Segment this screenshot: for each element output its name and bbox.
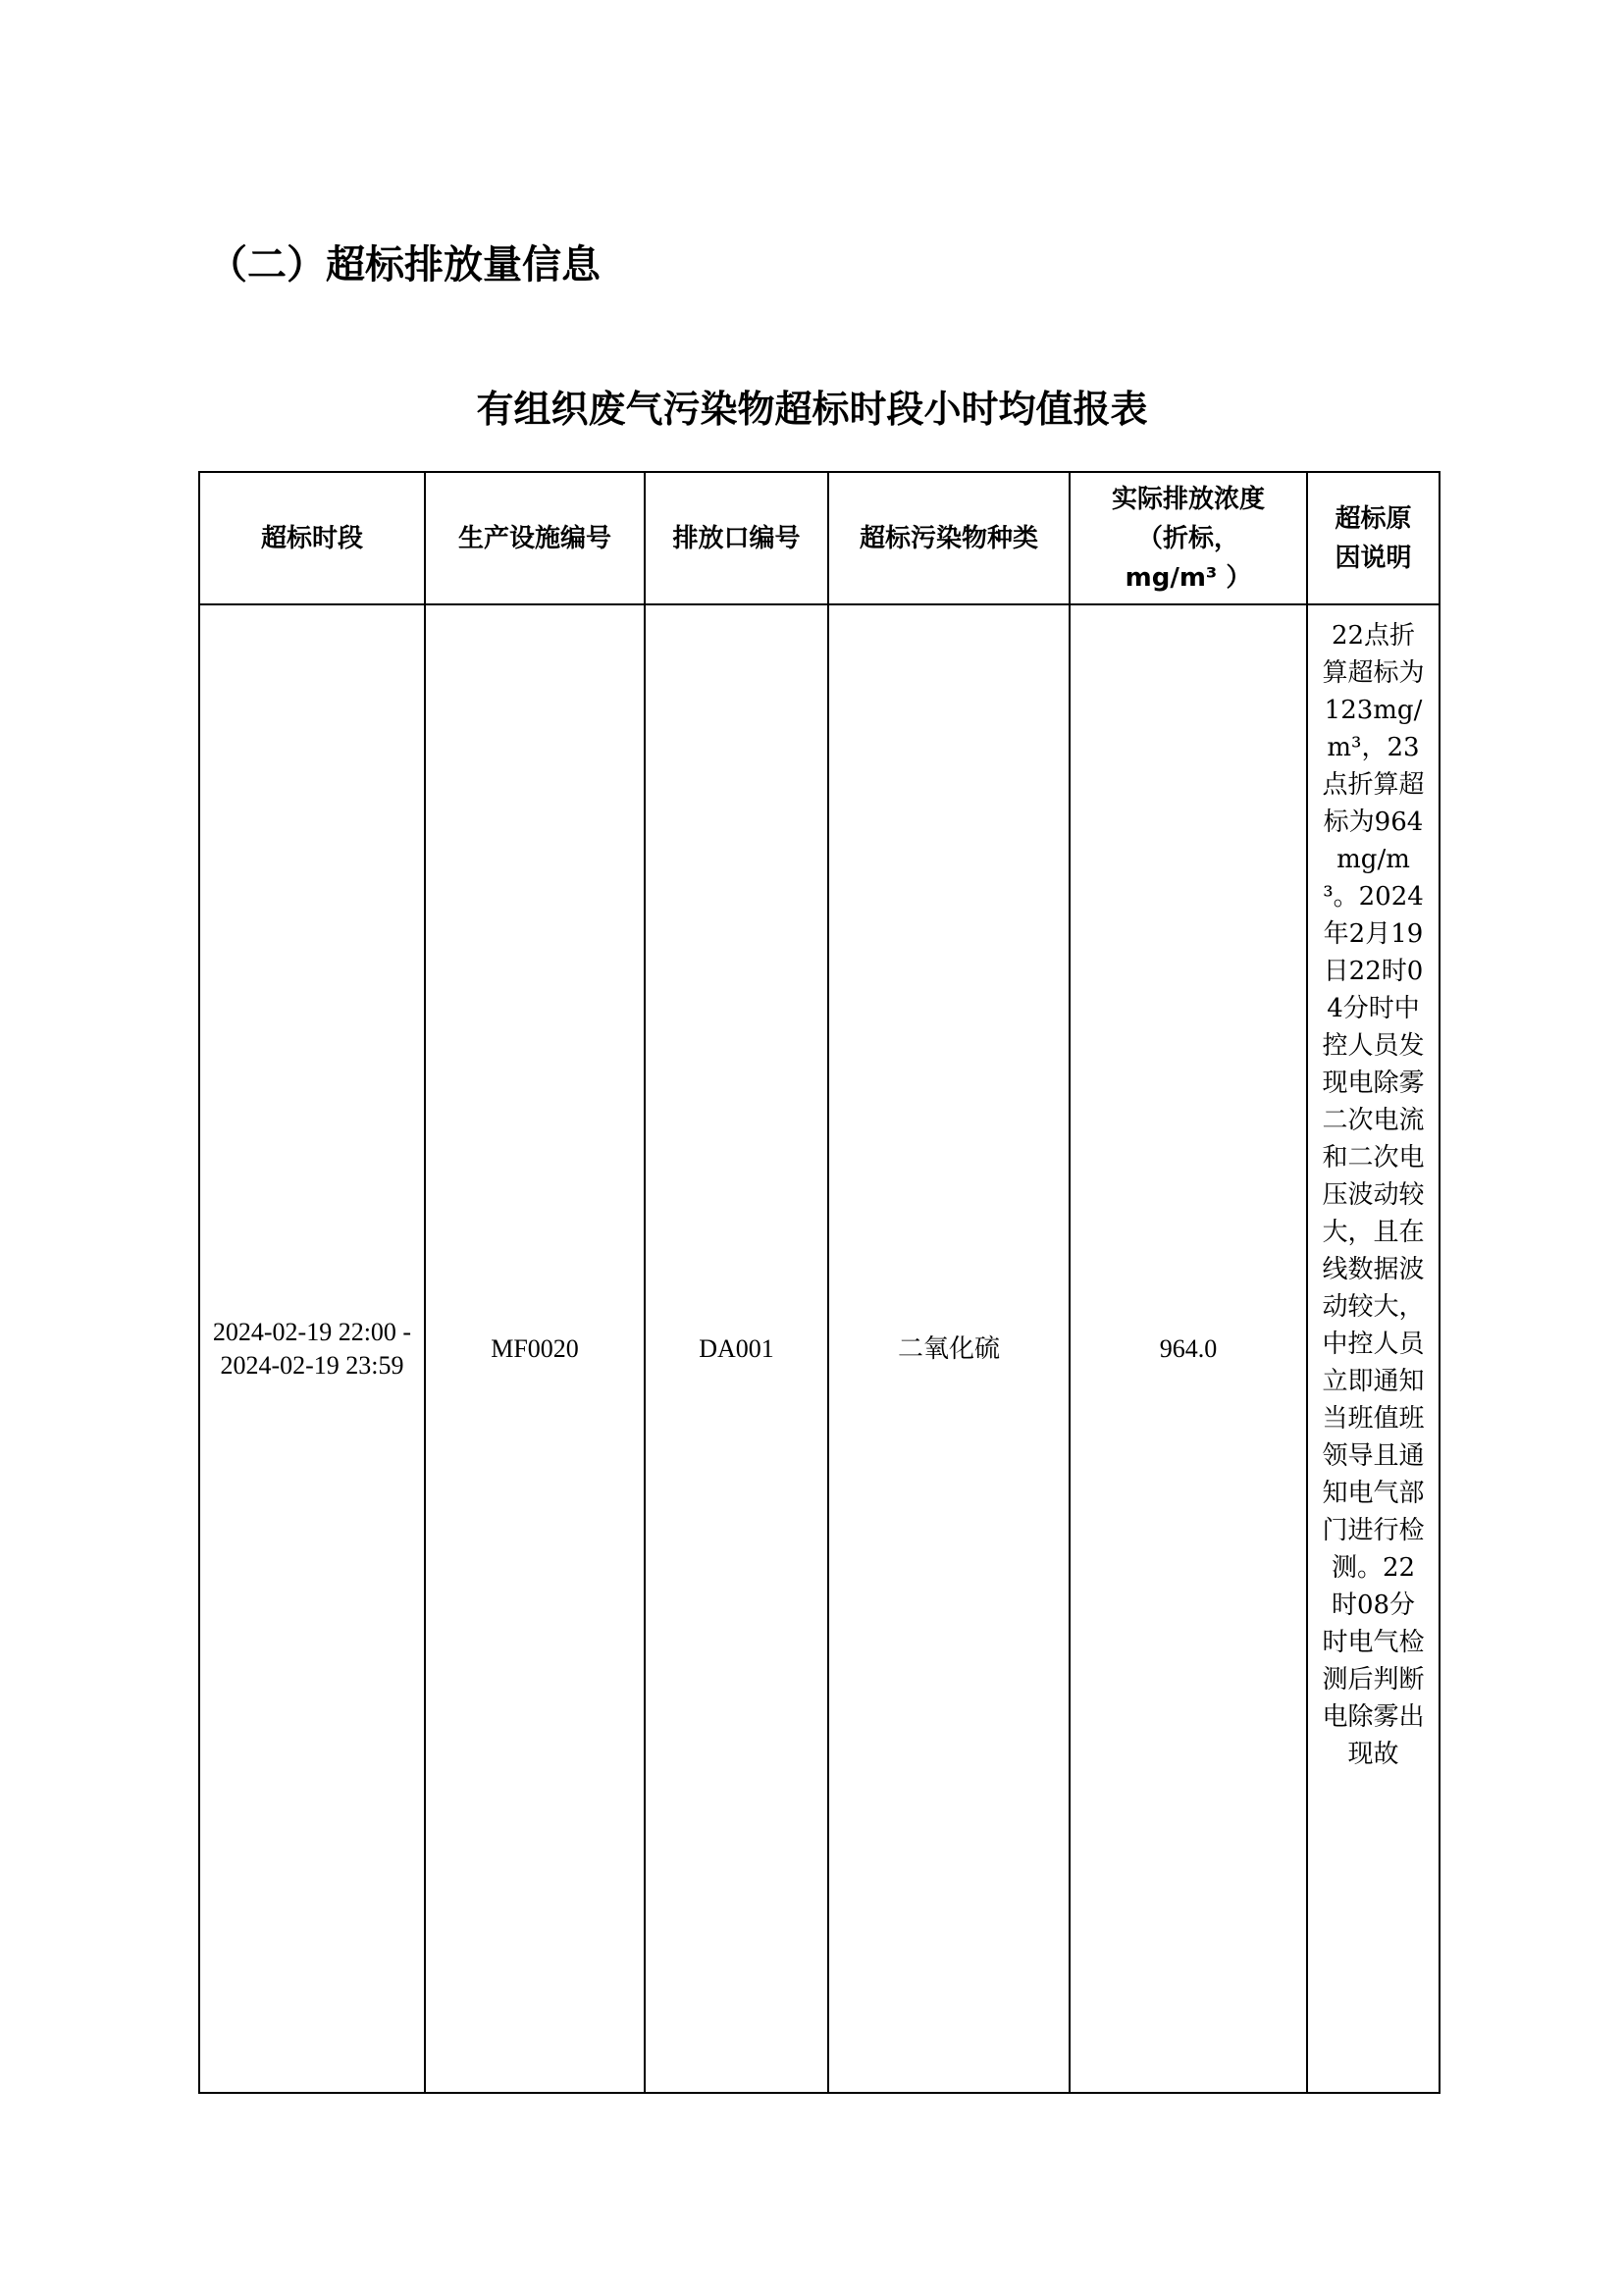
header-concentration-line2: （折标， [1136, 523, 1239, 553]
cell-outlet-id: DA001 [645, 604, 828, 2093]
header-concentration-line1: 实际排放浓度 [1111, 484, 1265, 514]
header-concentration [1070, 472, 1307, 604]
cell-reason: 22点折算超标为123mg/m³，23点折算超标为964mg/m³。2024年2月19日22时04分时中控人员发现电除雾二次电流和二次电压波动较大，且在线数据波动较大，中控人员立即通知当班值班领导且通知电气部门进行检测。22时08分时电气检测后判断电除雾出现故 [1307, 604, 1440, 2093]
exceedance-table [198, 471, 1441, 2094]
table-row [199, 604, 1440, 2093]
cell-pollutant: 二氧化硫 [828, 604, 1070, 2093]
cell-facility-id: MF0020 [425, 604, 645, 2093]
table-header-row [199, 472, 1440, 604]
header-reason-line2: 因说明 [1335, 543, 1412, 573]
header-period: 超标时段 [199, 472, 425, 604]
header-pollutant: 超标污染物种类 [828, 472, 1070, 604]
section-heading: （二）超标排放量信息 [208, 242, 601, 287]
cell-concentration: 964.0 [1070, 604, 1307, 2093]
header-reason [1307, 472, 1440, 604]
table-title: 有组织废气污染物超标时段小时均值报表 [476, 388, 1148, 431]
header-facility-id: 生产设施编号 [425, 472, 645, 604]
cell-period: 2024-02-19 22:00 - 2024-02-19 23:59 [199, 604, 425, 2093]
header-concentration-line3: mg/m³ ） [1125, 562, 1252, 593]
header-reason-line1: 超标原 [1335, 503, 1412, 534]
header-outlet-id: 排放口编号 [645, 472, 828, 604]
